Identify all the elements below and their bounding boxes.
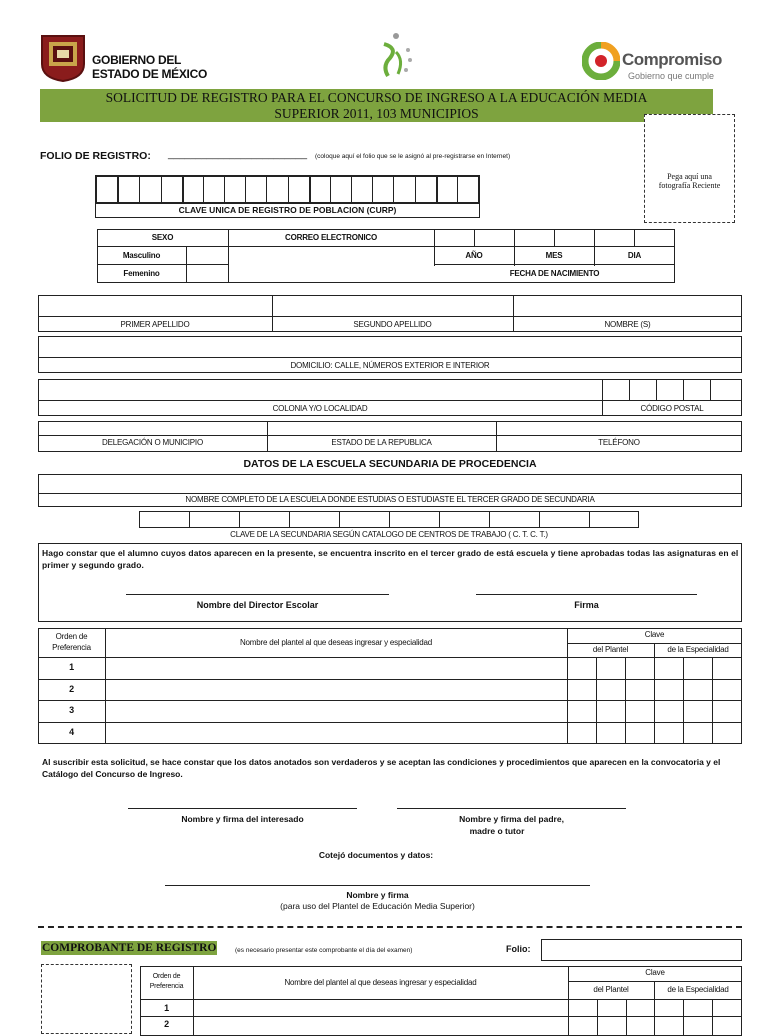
agreement-text: Al suscribir esta solicitud, se hace constar que los datos anotados son verdaderos y se aceptan las condiciones y procedimientos que aparecen en la convocatoria y el Catálogo del Concurso de Ingreso. xyxy=(42,757,721,779)
plantel-label: Nombre del plantel al que deseas ingresar y especialidad xyxy=(239,638,433,647)
receipt-folio-field[interactable] xyxy=(541,939,742,961)
receipt-title: COMPROBANTE DE REGISTRO xyxy=(42,942,217,954)
firma-label: Firma xyxy=(574,600,599,610)
receipt-row-1: 1 xyxy=(164,1003,169,1013)
curp-label: CLAVE UNICA DE REGISTRO DE POBLACION (CURP) xyxy=(178,205,397,215)
curp-char-divider xyxy=(351,177,352,202)
curp-char-divider xyxy=(203,177,204,202)
curp-char-divider xyxy=(393,177,394,202)
curp-char-divider xyxy=(245,177,246,202)
curp-char-divider xyxy=(288,177,289,202)
director-name-label: Nombre del Director Escolar xyxy=(196,600,319,610)
primer-apellido-label: PRIMER APELLIDO xyxy=(120,320,190,329)
cotejo-label: Cotejó documentos y datos: xyxy=(318,850,434,860)
cut-line xyxy=(38,926,742,928)
brand-tagline: Gobierno que cumple xyxy=(628,71,715,81)
brand-name: Compromiso xyxy=(622,50,722,69)
curp-char-divider xyxy=(182,177,184,202)
curp-char-divider xyxy=(330,177,331,202)
pref-row-1-field[interactable] xyxy=(106,658,567,679)
receipt-row-2: 2 xyxy=(164,1019,169,1029)
padre-label-line2: madre o tutor xyxy=(469,826,525,836)
folio-field[interactable]: _________________________ xyxy=(168,149,308,160)
receipt-clave-label: Clave xyxy=(645,968,665,977)
masculino-label: Masculino xyxy=(122,251,161,260)
femenino-label: Femenino xyxy=(123,269,160,278)
pref-row-2: 2 xyxy=(69,684,74,694)
curp-char-divider xyxy=(139,177,140,202)
cct-char-divider xyxy=(289,511,290,528)
masculino-checkbox[interactable] xyxy=(187,247,228,264)
cct-char-divider xyxy=(239,511,240,528)
pref-row-1: 1 xyxy=(69,662,74,672)
receipt-orden-label: Orden de Preferencia xyxy=(149,973,184,990)
pref-row-2-field[interactable] xyxy=(106,680,567,700)
cct-char-divider xyxy=(439,511,440,528)
cct-char-divider xyxy=(189,511,190,528)
school-name-label: NOMBRE COMPLETO DE LA ESCUELA DONDE ESTUDIAS O ESTUDIASTE EL TERCER GRADO DE SECUNDARIA xyxy=(185,495,595,504)
receipt-del-plantel-label: del Plantel xyxy=(593,985,629,994)
dia-label: DIA xyxy=(627,251,642,260)
anio-label: AÑO xyxy=(465,251,483,260)
title-line2: SUPERIOR 2011, 103 MUNICIPIOS xyxy=(274,106,479,121)
femenino-checkbox[interactable] xyxy=(187,265,228,282)
folio-note: (coloque aquí el folio que se le asignó al pre-registrarse en Internet) xyxy=(315,153,511,160)
pref-row-4-field[interactable] xyxy=(106,723,567,744)
cct-char-divider xyxy=(539,511,540,528)
receipt-plantel-label: Nombre del plantel al que deseas ingresar y especialidad xyxy=(284,978,477,987)
cct-char-divider xyxy=(389,511,390,528)
curp-char-divider xyxy=(372,177,373,202)
delegacion-table[interactable] xyxy=(38,421,742,452)
curp-char-divider xyxy=(436,177,438,202)
sexo-label: SEXO xyxy=(151,233,174,242)
title-banner xyxy=(40,89,713,122)
domicilio-label: DOMICILIO: CALLE, NÚMEROS EXTERIOR E INTERIOR xyxy=(290,361,490,370)
gov-name-line1: GOBIERNO DEL xyxy=(92,53,182,67)
fecha-label: FECHA DE NACIMIENTO xyxy=(509,269,600,278)
cct-char-divider xyxy=(339,511,340,528)
pref-row-3-field[interactable] xyxy=(106,701,567,722)
curp-char-divider xyxy=(118,177,119,202)
mes-label: MES xyxy=(545,251,563,260)
nombre-label: NOMBRE (S) xyxy=(604,320,651,329)
receipt-de-especialidad-label: de la Especialidad xyxy=(667,985,729,994)
event-emblem xyxy=(368,30,418,82)
director-statement: Hago constar que el alumno cuyos datos aparecen en la presente, se encuentra inscrito en el tercer grado de está escuela y tiene aprobadas todas las asignaturas en el primer y segundo grado. xyxy=(42,548,739,570)
correo-label: CORREO ELECTRONICO xyxy=(285,233,377,242)
del-plantel-label: del Plantel xyxy=(592,645,629,654)
gov-shield-logo xyxy=(38,30,88,82)
receipt-folio-label: Folio: xyxy=(506,944,531,954)
cct-label: CLAVE DE LA SECUNDARIA SEGÚN CATALOGO DE CENTROS DE TRABAJO ( C. T. C. T.) xyxy=(230,530,548,539)
pref-row-3: 3 xyxy=(69,705,74,715)
cct-char-divider xyxy=(589,511,590,528)
receipt-note: (es necesario presentar este comprobante el día del examen) xyxy=(235,947,413,954)
curp-char-divider xyxy=(161,177,162,202)
curp-char-divider xyxy=(457,177,458,202)
delegacion-label: DELEGACIÓN O MUNICIPIO xyxy=(102,438,203,447)
school-heading: DATOS DE LA ESCUELA SECUNDARIA DE PROCEDENCIA xyxy=(243,458,537,470)
curp-char-divider xyxy=(415,177,416,202)
estado-label: ESTADO DE LA REPUBLICA xyxy=(331,438,432,447)
photo-box[interactable] xyxy=(644,114,735,223)
clave-label: Clave xyxy=(644,630,665,639)
interesado-label: Nombre y firma del interesado xyxy=(181,814,304,824)
curp-char-divider xyxy=(309,177,311,202)
uso-plantel-label: (para uso del Plantel de Educación Media Superior) xyxy=(280,901,475,911)
segundo-apellido-label: SEGUNDO APELLIDO xyxy=(353,320,432,329)
curp-char-divider xyxy=(224,177,225,202)
folio-label: FOLIO DE REGISTRO: xyxy=(40,150,151,162)
curp-label-box xyxy=(95,203,480,218)
de-especialidad-label: de la Especialidad xyxy=(667,645,729,654)
nombre-firma-label: Nombre y firma xyxy=(346,890,409,900)
gov-name-line2: ESTADO DE MÉXICO xyxy=(92,67,207,81)
title-line1: SOLICITUD DE REGISTRO PARA EL CONCURSO DE INGRESO A LA EDUCACIÓN MEDIA xyxy=(105,90,648,105)
telefono-label: TELÉFONO xyxy=(598,438,640,447)
correo-field[interactable] xyxy=(229,247,434,282)
codigo-postal-label: CÓDIGO POSTAL xyxy=(640,404,704,413)
photo-text-line2: fotografía Reciente xyxy=(658,181,721,190)
pref-row-4: 4 xyxy=(69,727,74,737)
photo-text-line1: Pega aquí una xyxy=(667,172,712,181)
colonia-label: COLONIA Y/O LOCALIDAD xyxy=(272,404,368,413)
compromiso-logo xyxy=(582,42,620,80)
curp-char-divider xyxy=(266,177,267,202)
cct-char-divider xyxy=(489,511,490,528)
orden-label: Orden de Preferencia xyxy=(52,632,91,652)
padre-label-line1: Nombre y firma del padre, xyxy=(459,814,564,824)
